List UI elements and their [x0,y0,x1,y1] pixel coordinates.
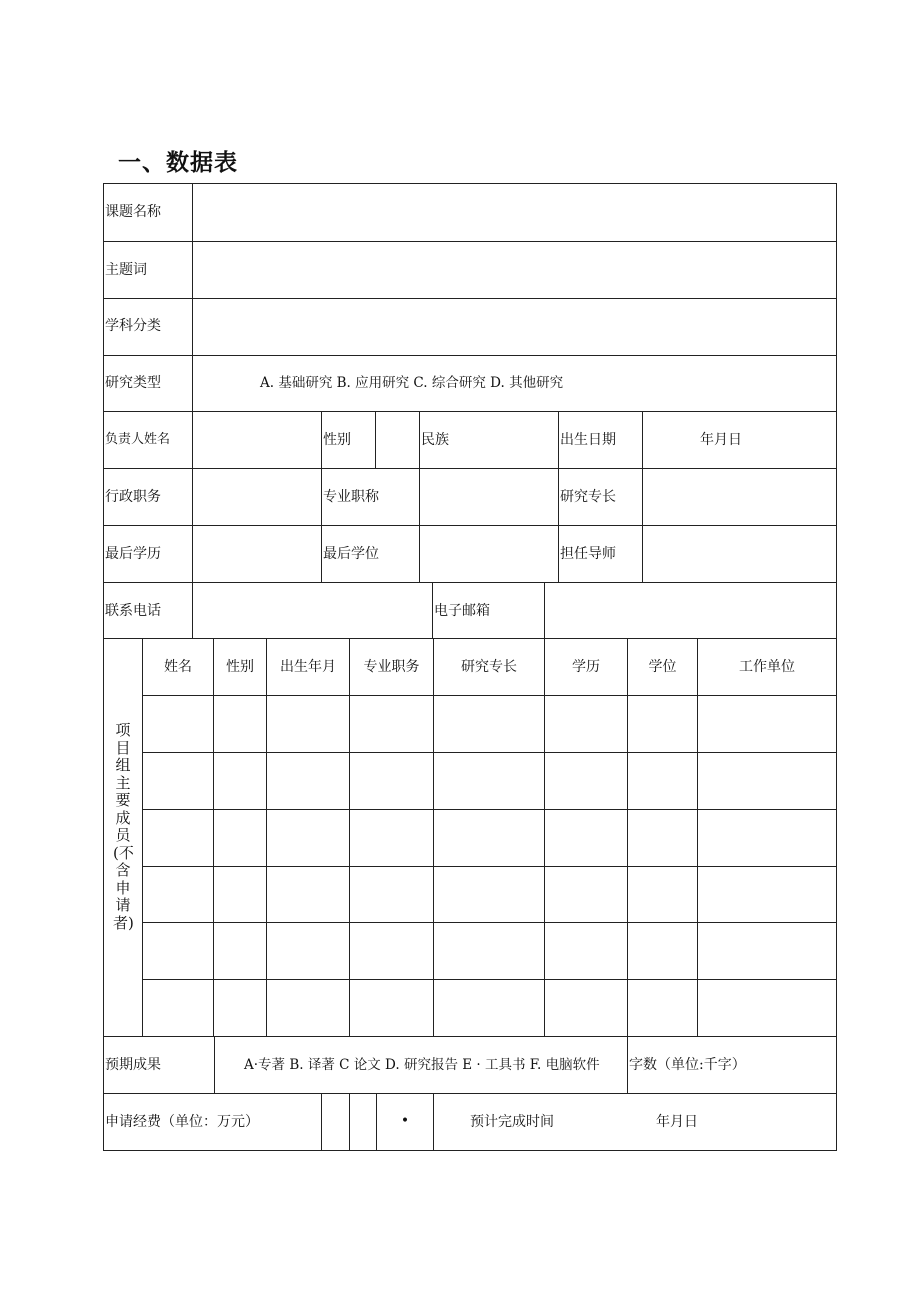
topic-name-label: 课题名称 [105,204,161,220]
keywords-label: 主题词 [105,262,147,278]
gender-field[interactable] [377,413,418,467]
member-row-1-degree[interactable] [629,697,696,750]
member-header-gender: 性别 [226,659,254,675]
email-field[interactable] [546,584,834,637]
member-row-2-workplace[interactable] [699,754,835,807]
member-row-2-specialty[interactable] [435,754,543,807]
professional-title-field[interactable] [421,470,557,524]
email-label: 电子邮箱 [434,603,490,619]
research-type-label: 研究类型 [105,375,161,391]
member-row-6-title[interactable] [351,982,432,1035]
member-row-4-degree[interactable] [629,868,696,921]
admin-post-label: 行政职务 [105,489,161,505]
member-row-4-gender[interactable] [215,868,265,921]
member-row-2-gender[interactable] [215,754,265,807]
ethnicity-label: 民族 [421,432,449,448]
member-row-6-degree[interactable] [629,982,696,1035]
funding-field-1[interactable] [323,1095,348,1149]
member-row-6-name[interactable] [144,982,212,1035]
member-row-4-title[interactable] [351,868,432,921]
member-row-2-name[interactable] [144,754,212,807]
member-header-specialty: 研究专长 [461,659,517,675]
birth-date-label: 出生日期 [560,432,616,448]
leader-name-field[interactable] [194,413,320,467]
member-row-4-specialty[interactable] [435,868,543,921]
funding-label: 申请经费（单位：万元） [105,1114,259,1130]
discipline-field[interactable] [194,300,834,354]
phone-field[interactable] [194,584,431,637]
supervisor-field[interactable] [644,527,834,581]
research-specialty-field[interactable] [644,470,834,524]
member-row-3-education[interactable] [546,811,626,864]
member-row-3-degree[interactable] [629,811,696,864]
page-title: 一、数据表 [118,150,238,176]
funding-decimal-dot: • [400,1113,410,1129]
members-section-label: 项目组主要成员(不含申请者) [113,721,134,932]
member-row-1-gender[interactable] [215,697,265,750]
member-row-6-specialty[interactable] [435,982,543,1035]
member-row-4-workplace[interactable] [699,868,835,921]
member-header-name: 姓名 [164,659,192,675]
last-education-label: 最后学历 [105,546,161,562]
member-row-1-birth[interactable] [268,697,348,750]
birth-date-field[interactable]: 年月日 [700,432,742,448]
member-row-1-specialty[interactable] [435,697,543,750]
member-row-5-name[interactable] [144,925,212,978]
member-row-5-specialty[interactable] [435,925,543,978]
outcome-options[interactable]: A·专著 B. 译著 C 论文 D. 研究报告 E · 工具书 F. 电脑软件 [244,1057,600,1073]
member-row-5-title[interactable] [351,925,432,978]
topic-name-field[interactable] [194,186,834,240]
data-form-table [103,183,837,1151]
member-row-5-workplace[interactable] [699,925,835,978]
member-row-3-birth[interactable] [268,811,348,864]
last-degree-field[interactable] [421,527,557,581]
member-row-2-degree[interactable] [629,754,696,807]
member-row-3-workplace[interactable] [699,811,835,864]
member-row-1-education[interactable] [546,697,626,750]
member-header-education: 学历 [572,659,600,675]
member-row-4-education[interactable] [546,868,626,921]
member-row-3-name[interactable] [144,811,212,864]
member-row-4-name[interactable] [144,868,212,921]
member-header-degree: 学位 [648,659,677,675]
phone-label: 联系电话 [105,603,161,619]
professional-title-label: 专业职称 [323,489,379,505]
member-row-6-workplace[interactable] [699,982,835,1035]
member-row-3-title[interactable] [351,811,432,864]
funding-field-2[interactable] [351,1095,375,1149]
research-type-options[interactable]: A. 基础研究 B. 应用研究 C. 综合研究 D. 其他研究 [260,375,564,391]
member-row-5-education[interactable] [546,925,626,978]
member-header-workplace: 工作单位 [739,659,795,675]
word-count-label: 字数（单位:千字） [629,1057,746,1073]
member-row-5-degree[interactable] [629,925,696,978]
expected-completion-label: 预计完成时间 [470,1114,554,1130]
member-row-6-education[interactable] [546,982,626,1035]
admin-post-field[interactable] [194,470,320,524]
discipline-label: 学科分类 [105,318,161,334]
leader-name-label: 负责人姓名 [105,432,171,447]
member-header-birth: 出生年月 [280,659,336,675]
research-specialty-label: 研究专长 [560,489,616,505]
member-row-5-birth[interactable] [268,925,348,978]
member-row-5-gender[interactable] [215,925,265,978]
expected-completion-date[interactable]: 年月日 [656,1114,698,1130]
member-row-6-gender[interactable] [215,982,265,1035]
gender-label: 性别 [323,432,351,448]
member-row-2-education[interactable] [546,754,626,807]
member-row-1-name[interactable] [144,697,212,750]
member-row-2-title[interactable] [351,754,432,807]
member-row-1-title[interactable] [351,697,432,750]
last-degree-label: 最后学位 [323,546,379,562]
supervisor-label: 担任导师 [560,546,616,562]
member-row-3-gender[interactable] [215,811,265,864]
expected-results-label: 预期成果 [105,1057,161,1073]
member-row-3-specialty[interactable] [435,811,543,864]
member-header-title: 专业职务 [363,659,420,675]
keywords-field[interactable] [194,243,834,297]
member-row-6-birth[interactable] [268,982,348,1035]
member-row-1-workplace[interactable] [699,697,835,750]
last-education-field[interactable] [194,527,320,581]
member-row-4-birth[interactable] [268,868,348,921]
member-row-2-birth[interactable] [268,754,348,807]
